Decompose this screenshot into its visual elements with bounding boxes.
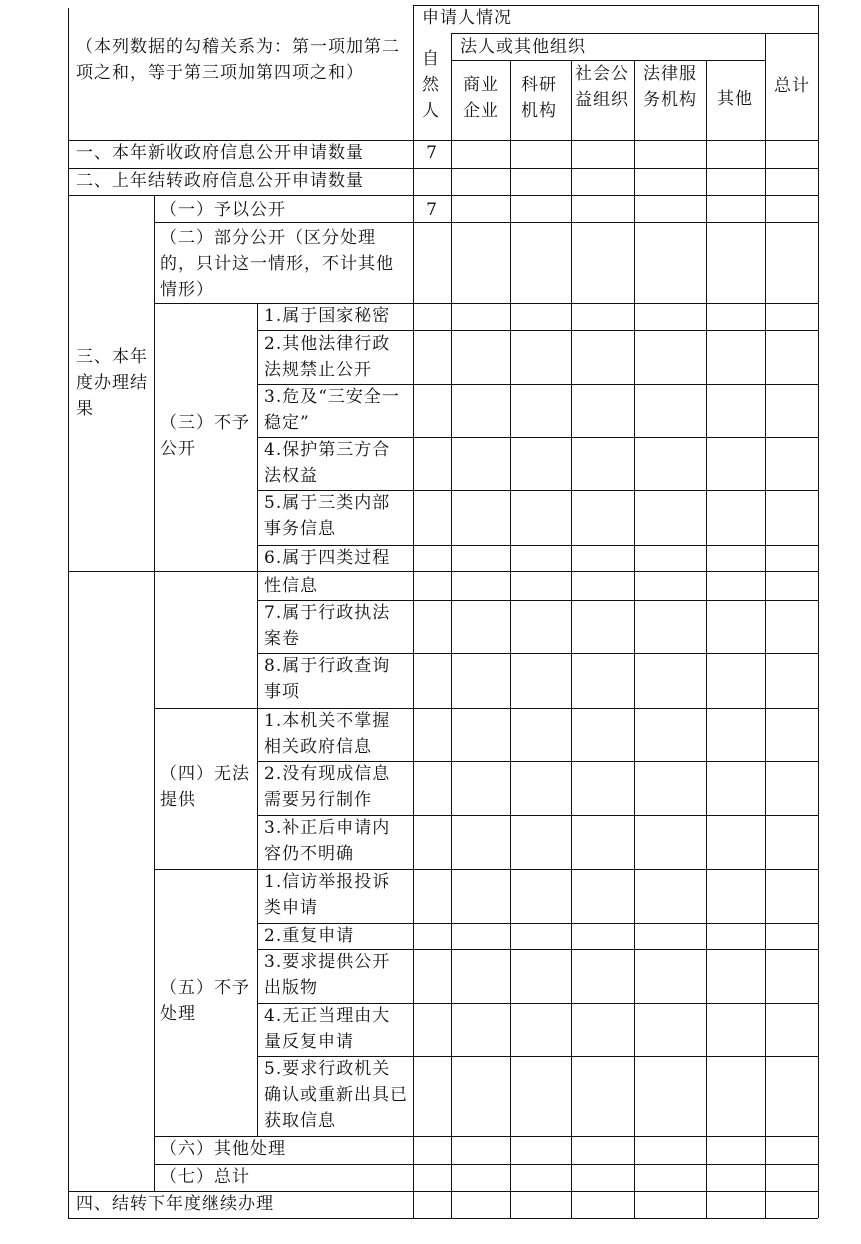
not-processed-item-1: 1.信访举报投诉类申请: [264, 872, 391, 918]
grid-line: [257, 303, 258, 1136]
not-processed-item-2: 2.重复申请: [264, 926, 355, 946]
new-applications-natural-value: 7: [426, 143, 438, 163]
grid-line: [510, 60, 511, 1218]
total-header: 总计: [774, 76, 810, 96]
grid-line: [154, 303, 818, 304]
legal-group-header: 法人或其他组织: [460, 37, 586, 57]
natural-person-header: 自然人: [422, 49, 440, 121]
not-disclosed-item-4: 4.保护第三方合法权益: [264, 440, 391, 486]
grid-line: [634, 60, 635, 1218]
not-disclosed-item-8: 8.属于行政查询事项: [264, 656, 391, 702]
grid-line: [818, 5, 819, 1218]
not-processed-item-3: 3.要求提供公开出版物: [264, 952, 391, 998]
not-processed-item-4: 4.无正当理由大量反复申请: [264, 1006, 391, 1052]
row-partial-disclosure: （二）部分公开（区分处理的，只计这一情形，不计其他情形）: [160, 228, 394, 300]
section-annual-results: 三、本年度办理结果: [76, 347, 148, 419]
grid-line: [154, 195, 155, 1191]
group-unable-to-provide: （四）无法提供: [160, 764, 250, 810]
unable-item-2: 2.没有现成信息需要另行制作: [264, 764, 391, 810]
not-disclosed-item-2: 2.其他法律行政法规禁止公开: [264, 334, 391, 380]
applicant-group-header: 申请人情况: [422, 8, 512, 28]
not-disclosed-item-3: 3.危及“三安全一稳定”: [264, 387, 400, 433]
unable-item-1: 1.本机关不掌握相关政府信息: [264, 711, 391, 757]
reconciliation-note: （本列数据的勾稽关系为：第一项加第二项之和，等于第三项加第四项之和）: [76, 37, 400, 83]
legal-service-header: 法律服务机构: [643, 64, 697, 110]
row-carried-over: 二、上年结转政府信息公开申请数量: [76, 171, 364, 191]
other-header: 其他: [717, 89, 753, 109]
grid-line: [154, 1164, 818, 1165]
row-total: （七）总计: [160, 1167, 250, 1187]
unable-item-3: 3.补正后申请内容仍不明确: [264, 818, 391, 864]
social-header: 社会公益组织: [575, 64, 629, 110]
grid-line: [451, 33, 452, 1218]
grid-line: [154, 708, 818, 709]
row-new-applications: 一、本年新收政府信息公开申请数量: [76, 143, 364, 163]
row-other-handling: （六）其他处理: [160, 1139, 286, 1159]
not-disclosed-item-6-cont: 性信息: [264, 576, 318, 596]
not-disclosed-item-6: 6.属于四类过程: [264, 548, 391, 568]
grid-line: [154, 869, 818, 870]
grid-line: [68, 8, 69, 1218]
group-not-disclosed: （三）不予公开: [160, 413, 250, 459]
row-disclosed: （一）予以公开: [160, 200, 286, 220]
grid-line: [706, 60, 707, 1218]
not-disclosed-item-5: 5.属于三类内部事务信息: [264, 493, 391, 539]
not-processed-item-5: 5.要求行政机关确认或重新出具已获取信息: [264, 1059, 408, 1131]
row-carried-forward: 四、结转下年度继续办理: [76, 1194, 274, 1214]
grid-line: [571, 60, 572, 1218]
commercial-header: 商业企业: [463, 75, 499, 121]
group-not-processed: （五）不予处理: [160, 978, 250, 1024]
disclosed-natural-value: 7: [426, 200, 438, 220]
grid-line: [413, 5, 414, 1218]
research-header: 科研机构: [521, 75, 557, 121]
grid-line: [765, 33, 766, 1218]
grid-line: [68, 1218, 818, 1219]
not-disclosed-item-7: 7.属于行政执法案卷: [264, 603, 391, 649]
not-disclosed-item-1: 1.属于国家秘密: [264, 306, 391, 326]
